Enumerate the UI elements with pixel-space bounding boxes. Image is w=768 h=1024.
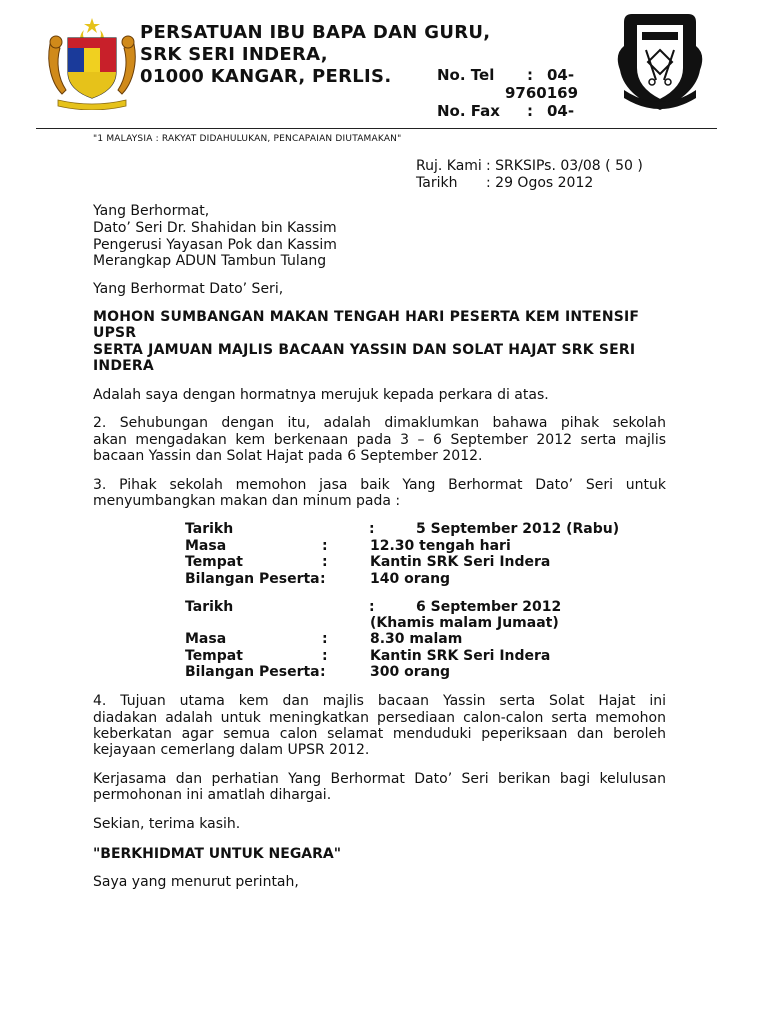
paragraph-5-line2: permohonan ini amatlah dihargai. bbox=[93, 787, 332, 803]
tel-value-part2: 9760169 bbox=[505, 84, 579, 102]
subject-line2: UPSR bbox=[93, 325, 137, 341]
reference-number bbox=[416, 158, 643, 174]
recipient-line1: Yang Berhormat, bbox=[93, 203, 210, 219]
event1-masa-value: 12.30 tengah hari bbox=[370, 538, 511, 554]
tel-label: No. Tel bbox=[437, 66, 495, 84]
fax-label: No. Fax bbox=[437, 102, 500, 116]
salutation: Yang Berhormat Dato’ Seri, bbox=[93, 281, 284, 297]
recipient-line4: Merangkap ADUN Tambun Tulang bbox=[93, 253, 327, 269]
reference-date bbox=[416, 175, 593, 191]
paragraph-4-line1: 4. Tujuan utama kem dan majlis bacaan Yassin serta Solat Hajat ini bbox=[93, 693, 666, 709]
org-name-line2: SRK SERI INDERA, bbox=[140, 44, 328, 65]
event2-tempat-label: Tempat bbox=[185, 648, 243, 664]
signoff: Saya yang menurut perintah, bbox=[93, 874, 299, 890]
paragraph-4-line2: diadakan adalah untuk meningkatkan persediaan calon-calon serta memohon bbox=[93, 710, 666, 726]
event1-masa-label: Masa bbox=[185, 538, 227, 554]
event1-tempat-label: Tempat bbox=[185, 554, 243, 570]
event2-peserta-value: 300 orang bbox=[370, 664, 451, 680]
event1-tempat-colon: : bbox=[322, 554, 328, 570]
event2-tarikh-value-line2: (Khamis malam Jumaat) bbox=[370, 615, 559, 631]
paragraph-2-line3: bacaan Yassin dan Solat Hajat pada 6 September 2012. bbox=[93, 448, 483, 464]
paragraph-3-line2: menyumbangkan makan dan minum pada : bbox=[93, 493, 401, 509]
event2-masa-value: 8.30 malam bbox=[370, 631, 463, 647]
coat-of-arms-emblem bbox=[44, 14, 140, 110]
tarikh-label: Tarikh bbox=[416, 175, 458, 191]
paragraph-1: Adalah saya dengan hormatnya merujuk kepada perkara di atas. bbox=[93, 387, 549, 403]
subject-line1: MOHON SUMBANGAN MAKAN TENGAH HARI PESERTA KEM INTENSIF bbox=[93, 309, 640, 325]
event1-peserta-value: 140 orang bbox=[370, 571, 451, 587]
paragraph-4-line4: kejayaan cemerlang dalam UPSR 2012. bbox=[93, 742, 370, 758]
event1-tarikh-colon: : bbox=[369, 521, 375, 537]
paragraph-3-line1: 3. Pihak sekolah memohon jasa baik Yang Berhormat Dato’ Seri untuk bbox=[93, 477, 666, 493]
event1-masa-colon: : bbox=[322, 538, 328, 554]
event1-peserta-colon: : bbox=[320, 571, 326, 587]
header-divider bbox=[36, 128, 717, 129]
event2-tarikh-label: Tarikh bbox=[185, 599, 234, 615]
motto-line: "1 MALAYSIA : RAKYAT DIDAHULUKAN, PENCAPAIAN DIUTAMAKAN" bbox=[93, 134, 402, 144]
paragraph-5-line1: Kerjasama dan perhatian Yang Berhormat Dato’ Seri berikan bagi kelulusan bbox=[93, 771, 666, 787]
paragraph-2-line1: 2. Sehubungan dengan itu, adalah dimaklumkan bahawa pihak sekolah bbox=[93, 415, 666, 431]
paragraph-6: Sekian, terima kasih. bbox=[93, 816, 241, 832]
event2-masa-colon: : bbox=[322, 631, 328, 647]
ruj-label: Ruj. Kami bbox=[416, 158, 482, 174]
tarikh-value: : 29 Ogos 2012 bbox=[486, 175, 594, 191]
event2-tarikh-colon: : bbox=[369, 599, 375, 615]
org-name-line1: PERSATUAN IBU BAPA DAN GURU, bbox=[140, 22, 491, 43]
recipient-line2: Dato’ Seri Dr. Shahidan bin Kassim bbox=[93, 220, 337, 236]
event2-tarikh-value: 6 September 2012 bbox=[416, 599, 562, 615]
fax-colon: : bbox=[527, 102, 533, 116]
fax-value: 04- bbox=[547, 102, 575, 116]
slogan: "BERKHIDMAT UNTUK NEGARA" bbox=[93, 846, 342, 862]
event1-tempat-value: Kantin SRK Seri Indera bbox=[370, 554, 551, 570]
tel-colon: : bbox=[527, 66, 533, 84]
event2-peserta-label: Bilangan Peserta bbox=[185, 664, 320, 680]
event1-tarikh-value: 5 September 2012 (Rabu) bbox=[416, 521, 620, 537]
tel-value-part1: 04- bbox=[547, 66, 575, 84]
subject-line4: INDERA bbox=[93, 358, 154, 374]
event2-peserta-colon: : bbox=[320, 664, 326, 680]
school-badge-emblem bbox=[614, 10, 706, 114]
event2-masa-label: Masa bbox=[185, 631, 227, 647]
event2-tempat-colon: : bbox=[322, 648, 328, 664]
recipient-line3: Pengerusi Yayasan Pok dan Kassim bbox=[93, 237, 337, 253]
event1-peserta-label: Bilangan Peserta bbox=[185, 571, 320, 587]
event1-tarikh-label: Tarikh bbox=[185, 521, 234, 537]
subject-line3: SERTA JAMUAN MAJLIS BACAAN YASSIN DAN SOLAT HAJAT SRK SERI bbox=[93, 342, 636, 358]
org-address-line: 01000 KANGAR, PERLIS. bbox=[140, 66, 392, 87]
ruj-value: : SRKSIPs. 03/08 ( 50 ) bbox=[486, 158, 643, 174]
paragraph-4-line3: keberkatan agar semua calon selamat menduduki peperiksaan dan beroleh bbox=[93, 726, 666, 742]
event2-tempat-value: Kantin SRK Seri Indera bbox=[370, 648, 551, 664]
contact-block bbox=[437, 66, 582, 116]
paragraph-2-line2: akan mengadakan kem berkenaan pada 3 – 6 September 2012 serta majlis bbox=[93, 432, 666, 448]
